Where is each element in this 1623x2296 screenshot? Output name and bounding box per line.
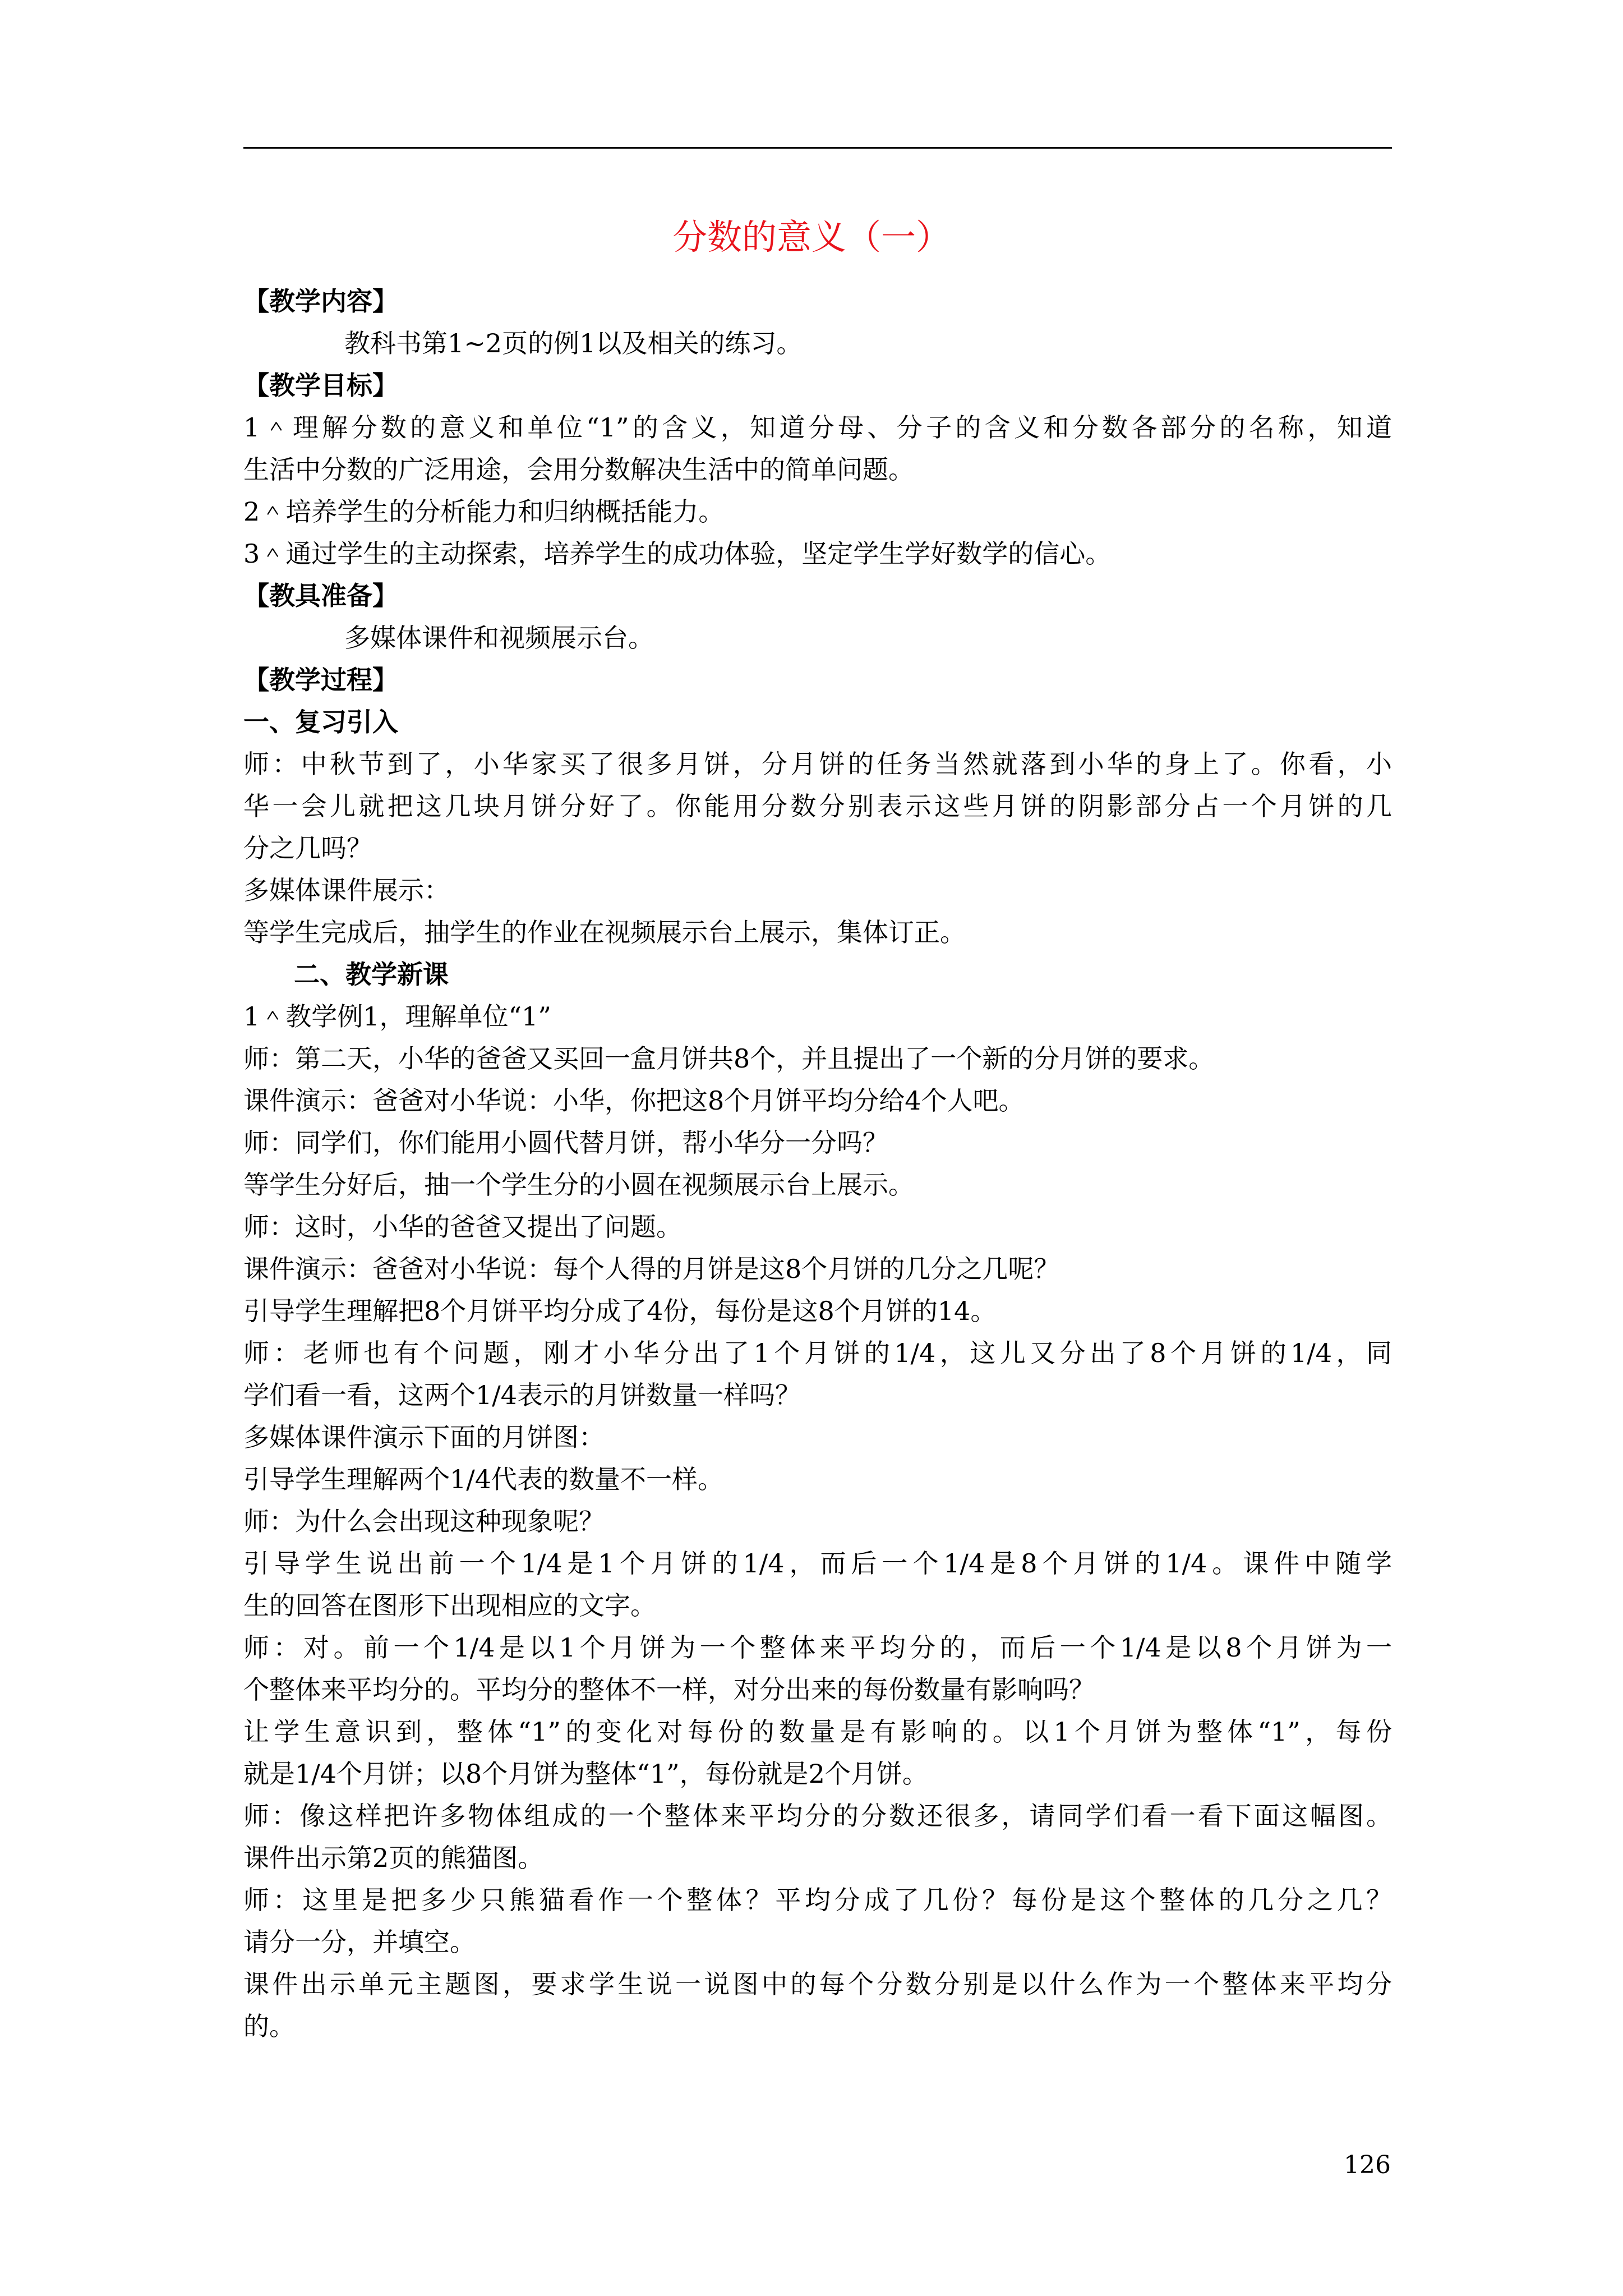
paragraph-line: 让学生意识到，整体“1”的变化对每份的数量是有影响的。以1个月饼为整体“1”，每份 — [243, 1717, 1392, 1747]
paragraph-line: 师：这时，小华的爸爸又提出了问题。 — [243, 1212, 682, 1242]
paragraph-line: 学们看一看，这两个1/4表示的月饼数量一样吗？ — [243, 1380, 801, 1410]
paragraph-line: 师：为什么会出现这种现象呢？ — [243, 1506, 605, 1536]
paragraph-line: 师：这里是把多少只熊猫看作一个整体？平均分成了几份？每份是这个整体的几分之几？ — [243, 1885, 1392, 1915]
paragraph-line: 引导学生理解把8个月饼平均分成了4份，每份是这8个月饼的14。 — [243, 1296, 997, 1326]
page-title: 分数的意义（一） — [672, 217, 951, 257]
content-text: 教科书第1~2页的例1以及相关的练习。 — [344, 328, 803, 358]
paragraph-line: 等学生分好后，抽一个学生分的小圆在视频展示台上展示。 — [243, 1170, 914, 1200]
paragraph-line: 请分一分，并填空。 — [243, 1927, 476, 1957]
section-heading-tools: 【教具准备】 — [243, 581, 398, 611]
paragraph-line: 师：同学们，你们能用小圆代替月饼，帮小华分一分吗？ — [243, 1128, 888, 1158]
subsection-review: 一、复习引入 — [243, 707, 398, 737]
paragraph-line: 课件出示第2页的熊猫图。 — [243, 1843, 544, 1873]
paragraph-line: 多媒体课件演示下面的月饼图： — [243, 1422, 605, 1452]
paragraph-line: 引导学生说出前一个1/4是1个月饼的1/4，而后一个1/4是8个月饼的1/4。课件中随学 — [243, 1548, 1392, 1579]
paragraph-line: 的。 — [243, 2011, 295, 2041]
paragraph-line: 生的回答在图形下出现相应的文字。 — [243, 1590, 656, 1621]
paragraph-line: 引导学生理解两个1/4代表的数量不一样。 — [243, 1464, 724, 1494]
goal-item-1-cont: 生活中分数的广泛用途，会用分数解决生活中的简单问题。 — [243, 454, 914, 485]
paragraph-line: 课件演示：爸爸对小华说：每个人得的月饼是这8个月饼的几分之几呢？ — [243, 1254, 1060, 1284]
section-heading-process: 【教学过程】 — [243, 665, 398, 695]
paragraph-line: 分之几吗？ — [243, 833, 372, 863]
paragraph-line: 1＾教学例1，理解单位“1” — [243, 1001, 551, 1032]
goal-item-2: 2＾培养学生的分析能力和归纳概括能力。 — [243, 496, 725, 527]
paragraph-line: 课件演示：爸爸对小华说：小华，你把这8个月饼平均分给4个人吧。 — [243, 1085, 1025, 1116]
paragraph-line: 个整体来平均分的。平均分的整体不一样，对分出来的每份数量有影响吗？ — [243, 1674, 1095, 1705]
goal-item-1: 1＾理解分数的意义和单位“1”的含义，知道分母、分子的含义和分数各部分的名称，知道 — [243, 412, 1392, 443]
subsection-new-lesson: 二、教学新课 — [294, 959, 449, 990]
section-heading-content: 【教学内容】 — [243, 286, 398, 316]
goal-item-3: 3＾通过学生的主动探索，培养学生的成功体验，坚定学生学好数学的信心。 — [243, 539, 1112, 569]
paragraph-line: 等学生完成后，抽学生的作业在视频展示台上展示，集体订正。 — [243, 917, 966, 947]
paragraph-line: 师：对。前一个1/4是以1个月饼为一个整体来平均分的，而后一个1/4是以8个月饼为一 — [243, 1632, 1392, 1663]
paragraph-line: 华一会儿就把这几块月饼分好了。你能用分数分别表示这些月饼的阴影部分占一个月饼的几 — [243, 791, 1392, 821]
tools-text: 多媒体课件和视频展示台。 — [344, 623, 654, 653]
paragraph-line: 师：第二天，小华的爸爸又买回一盒月饼共8个，并且提出了一个新的分月饼的要求。 — [243, 1043, 1215, 1074]
page-number: 126 — [1344, 2151, 1391, 2179]
paragraph-line: 课件出示单元主题图，要求学生说一说图中的每个分数分别是以什么作为一个整体来平均分 — [243, 1969, 1392, 1999]
paragraph-line: 就是1/4个月饼；以8个月饼为整体“1”，每份就是2个月饼。 — [243, 1759, 928, 1789]
paragraph-line: 师：中秋节到了，小华家买了很多月饼，分月饼的任务当然就落到小华的身上了。你看，小 — [243, 749, 1392, 779]
paragraph-line: 师：像这样把许多物体组成的一个整体来平均分的分数还很多，请同学们看一看下面这幅图。 — [243, 1801, 1392, 1831]
paragraph-line: 多媒体课件展示： — [243, 875, 450, 905]
paragraph-line: 师：老师也有个问题，刚才小华分出了1个月饼的1/4，这儿又分出了8个月饼的1/4，同 — [243, 1338, 1392, 1368]
header-rule — [243, 147, 1392, 149]
section-heading-goals: 【教学目标】 — [243, 370, 398, 401]
